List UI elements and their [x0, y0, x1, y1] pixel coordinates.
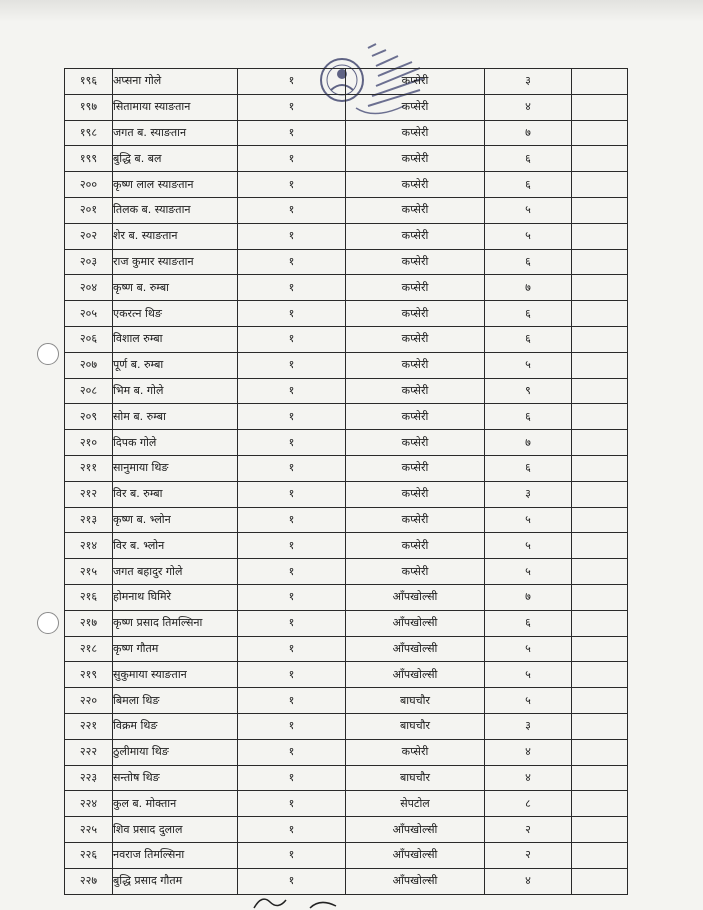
count-cell: १	[238, 817, 346, 843]
serial-number-cell: २०६	[65, 326, 113, 352]
name-cell: शेर ब. स्याङतान	[113, 223, 238, 249]
count-cell: १	[238, 378, 346, 404]
count-cell: १	[238, 610, 346, 636]
count-cell: १	[238, 481, 346, 507]
members-cell: ५	[485, 507, 572, 533]
count-cell: १	[238, 146, 346, 172]
table-row	[65, 507, 628, 533]
members-cell: २	[485, 817, 572, 843]
count-cell: १	[238, 791, 346, 817]
table-row	[65, 610, 628, 636]
remarks-cell	[572, 533, 628, 559]
members-cell: ७	[485, 120, 572, 146]
name-cell: सितामाया स्याङतान	[113, 94, 238, 120]
remarks-cell	[572, 610, 628, 636]
remarks-cell	[572, 817, 628, 843]
serial-number-cell: २०१	[65, 197, 113, 223]
serial-number-cell: २२२	[65, 739, 113, 765]
name-cell: कृष्ण लाल स्याङतान	[113, 172, 238, 198]
name-cell: होमनाथ घिमिरे	[113, 584, 238, 610]
members-cell: ६	[485, 326, 572, 352]
table-row	[65, 739, 628, 765]
place-cell: कप्सेरी	[346, 404, 485, 430]
punch-hole-upper	[37, 343, 59, 365]
name-cell: ठुलीमाया थिङ	[113, 739, 238, 765]
count-cell: १	[238, 559, 346, 585]
place-cell: कप्सेरी	[346, 352, 485, 378]
serial-number-cell: २०९	[65, 404, 113, 430]
table-row	[65, 533, 628, 559]
place-cell: आँपखोल्सी	[346, 584, 485, 610]
members-cell: ६	[485, 455, 572, 481]
count-cell: १	[238, 688, 346, 714]
table-row	[65, 172, 628, 198]
place-cell: आँपखोल्सी	[346, 610, 485, 636]
scan-edge	[0, 0, 703, 22]
serial-number-cell: १९७	[65, 94, 113, 120]
members-cell: ७	[485, 275, 572, 301]
serial-number-cell: २२३	[65, 765, 113, 791]
place-cell: कप्सेरी	[346, 326, 485, 352]
members-cell: २	[485, 842, 572, 868]
serial-number-cell: २२१	[65, 713, 113, 739]
remarks-cell	[572, 713, 628, 739]
place-cell: आँपखोल्सी	[346, 842, 485, 868]
name-cell: दिपक गोले	[113, 430, 238, 456]
serial-number-cell: २१२	[65, 481, 113, 507]
name-cell: सोम ब. रुम्बा	[113, 404, 238, 430]
place-cell: आँपखोल्सी	[346, 662, 485, 688]
count-cell: १	[238, 172, 346, 198]
place-cell: आँपखोल्सी	[346, 636, 485, 662]
remarks-cell	[572, 94, 628, 120]
remarks-cell	[572, 559, 628, 585]
table-row	[65, 275, 628, 301]
table-row	[65, 430, 628, 456]
count-cell: १	[238, 455, 346, 481]
table-row	[65, 120, 628, 146]
serial-number-cell: २१५	[65, 559, 113, 585]
count-cell: १	[238, 223, 346, 249]
name-cell: भिम ब. गोले	[113, 378, 238, 404]
serial-number-cell: २१६	[65, 584, 113, 610]
place-cell: कप्सेरी	[346, 120, 485, 146]
table-row	[65, 326, 628, 352]
remarks-cell	[572, 197, 628, 223]
name-cell: विक्रम थिङ	[113, 713, 238, 739]
name-cell: सन्तोष थिङ	[113, 765, 238, 791]
place-cell: कप्सेरी	[346, 249, 485, 275]
table-row	[65, 559, 628, 585]
count-cell: १	[238, 507, 346, 533]
place-cell: कप्सेरी	[346, 275, 485, 301]
place-cell: कप्सेरी	[346, 430, 485, 456]
place-cell: आँपखोल्सी	[346, 868, 485, 894]
name-cell: कृष्ण गौतम	[113, 636, 238, 662]
table-row	[65, 688, 628, 714]
table-row	[65, 481, 628, 507]
serial-number-cell: २२६	[65, 842, 113, 868]
table-row	[65, 249, 628, 275]
beneficiary-table	[64, 68, 628, 895]
count-cell: १	[238, 662, 346, 688]
serial-number-cell: २१९	[65, 662, 113, 688]
place-cell: कप्सेरी	[346, 69, 485, 95]
members-cell: ८	[485, 791, 572, 817]
table-row	[65, 791, 628, 817]
remarks-cell	[572, 275, 628, 301]
members-cell: ५	[485, 197, 572, 223]
serial-number-cell: २२५	[65, 817, 113, 843]
remarks-cell	[572, 636, 628, 662]
count-cell: १	[238, 275, 346, 301]
table-row	[65, 69, 628, 95]
members-cell: ६	[485, 249, 572, 275]
serial-number-cell: २०८	[65, 378, 113, 404]
members-cell: ५	[485, 688, 572, 714]
members-cell: ४	[485, 765, 572, 791]
members-cell: ५	[485, 636, 572, 662]
members-cell: ७	[485, 430, 572, 456]
members-cell: ३	[485, 69, 572, 95]
members-cell: ४	[485, 868, 572, 894]
place-cell: आँपखोल्सी	[346, 817, 485, 843]
table-row	[65, 197, 628, 223]
count-cell: १	[238, 533, 346, 559]
table-row	[65, 301, 628, 327]
place-cell: बाघचौर	[346, 688, 485, 714]
place-cell: कप्सेरी	[346, 559, 485, 585]
name-cell: सुकुमाया स्याङतान	[113, 662, 238, 688]
table-row	[65, 94, 628, 120]
members-cell: ५	[485, 533, 572, 559]
remarks-cell	[572, 404, 628, 430]
table-row	[65, 455, 628, 481]
members-cell: ५	[485, 662, 572, 688]
name-cell: कृष्ण प्रसाद तिमल्सिना	[113, 610, 238, 636]
place-cell: कप्सेरी	[346, 172, 485, 198]
count-cell: १	[238, 430, 346, 456]
name-cell: विशाल रुम्बा	[113, 326, 238, 352]
name-cell: बिमला थिङ	[113, 688, 238, 714]
name-cell: कृष्ण ब. रुम्बा	[113, 275, 238, 301]
signature-mark-icon	[240, 888, 390, 910]
count-cell: १	[238, 636, 346, 662]
remarks-cell	[572, 430, 628, 456]
place-cell: कप्सेरी	[346, 533, 485, 559]
remarks-cell	[572, 507, 628, 533]
place-cell: कप्सेरी	[346, 301, 485, 327]
place-cell: कप्सेरी	[346, 481, 485, 507]
remarks-cell	[572, 765, 628, 791]
count-cell: १	[238, 713, 346, 739]
remarks-cell	[572, 146, 628, 172]
count-cell: १	[238, 197, 346, 223]
remarks-cell	[572, 739, 628, 765]
members-cell: ५	[485, 559, 572, 585]
place-cell: कप्सेरी	[346, 94, 485, 120]
serial-number-cell: २२४	[65, 791, 113, 817]
table-row	[65, 584, 628, 610]
count-cell: १	[238, 94, 346, 120]
serial-number-cell: २०२	[65, 223, 113, 249]
members-cell: ९	[485, 378, 572, 404]
remarks-cell	[572, 842, 628, 868]
remarks-cell	[572, 791, 628, 817]
remarks-cell	[572, 688, 628, 714]
remarks-cell	[572, 352, 628, 378]
count-cell: १	[238, 765, 346, 791]
table-row	[65, 223, 628, 249]
place-cell: कप्सेरी	[346, 455, 485, 481]
name-cell: बुद्धि ब. बल	[113, 146, 238, 172]
serial-number-cell: २१८	[65, 636, 113, 662]
table-row	[65, 352, 628, 378]
members-cell: ६	[485, 610, 572, 636]
name-cell: एकरत्न थिङ	[113, 301, 238, 327]
serial-number-cell: २१०	[65, 430, 113, 456]
members-cell: ६	[485, 404, 572, 430]
count-cell: १	[238, 326, 346, 352]
place-cell: कप्सेरी	[346, 507, 485, 533]
name-cell: कृष्ण ब. भ्लोन	[113, 507, 238, 533]
count-cell: १	[238, 404, 346, 430]
remarks-cell	[572, 455, 628, 481]
remarks-cell	[572, 481, 628, 507]
place-cell: कप्सेरी	[346, 378, 485, 404]
count-cell: १	[238, 301, 346, 327]
table-row	[65, 842, 628, 868]
remarks-cell	[572, 249, 628, 275]
members-cell: ३	[485, 713, 572, 739]
serial-number-cell: २०३	[65, 249, 113, 275]
table-body	[65, 69, 628, 895]
name-cell: विर ब. रुम्बा	[113, 481, 238, 507]
serial-number-cell: २००	[65, 172, 113, 198]
remarks-cell	[572, 326, 628, 352]
serial-number-cell: १९६	[65, 69, 113, 95]
name-cell: शिव प्रसाद दुलाल	[113, 817, 238, 843]
name-cell: तिलक ब. स्याङतान	[113, 197, 238, 223]
remarks-cell	[572, 662, 628, 688]
count-cell: १	[238, 249, 346, 275]
table-row	[65, 662, 628, 688]
place-cell: कप्सेरी	[346, 146, 485, 172]
count-cell: १	[238, 120, 346, 146]
table-row	[65, 378, 628, 404]
name-cell: कुल ब. मोक्तान	[113, 791, 238, 817]
serial-number-cell: २०५	[65, 301, 113, 327]
table-row	[65, 146, 628, 172]
name-cell: बुद्धि प्रसाद गौतम	[113, 868, 238, 894]
serial-number-cell: २१४	[65, 533, 113, 559]
count-cell: १	[238, 352, 346, 378]
serial-number-cell: २२०	[65, 688, 113, 714]
count-cell: १	[238, 868, 346, 894]
name-cell: अप्सना गोले	[113, 69, 238, 95]
members-cell: ४	[485, 94, 572, 120]
serial-number-cell: २०४	[65, 275, 113, 301]
place-cell: बाघचौर	[346, 713, 485, 739]
place-cell: कप्सेरी	[346, 223, 485, 249]
place-cell: सेपटोल	[346, 791, 485, 817]
serial-number-cell: १९९	[65, 146, 113, 172]
name-cell: सानुमाया थिङ	[113, 455, 238, 481]
serial-number-cell: १९८	[65, 120, 113, 146]
serial-number-cell: २२७	[65, 868, 113, 894]
serial-number-cell: २०७	[65, 352, 113, 378]
serial-number-cell: २१७	[65, 610, 113, 636]
punch-hole-lower	[37, 612, 59, 634]
name-cell: पूर्ण ब. रुम्बा	[113, 352, 238, 378]
remarks-cell	[572, 223, 628, 249]
table-row	[65, 765, 628, 791]
place-cell: कप्सेरी	[346, 739, 485, 765]
remarks-cell	[572, 120, 628, 146]
name-cell: जगत बहादुर गोले	[113, 559, 238, 585]
members-cell: ४	[485, 739, 572, 765]
members-cell: ५	[485, 352, 572, 378]
count-cell: १	[238, 739, 346, 765]
table-row	[65, 817, 628, 843]
table-row	[65, 404, 628, 430]
name-cell: नवराज तिमल्सिना	[113, 842, 238, 868]
remarks-cell	[572, 868, 628, 894]
members-cell: ५	[485, 223, 572, 249]
serial-number-cell: २१३	[65, 507, 113, 533]
count-cell: १	[238, 842, 346, 868]
members-cell: ६	[485, 172, 572, 198]
table-row	[65, 636, 628, 662]
remarks-cell	[572, 301, 628, 327]
count-cell: १	[238, 69, 346, 95]
members-cell: ३	[485, 481, 572, 507]
members-cell: ७	[485, 584, 572, 610]
count-cell: १	[238, 584, 346, 610]
remarks-cell	[572, 378, 628, 404]
place-cell: बाघचौर	[346, 765, 485, 791]
serial-number-cell: २११	[65, 455, 113, 481]
members-cell: ६	[485, 146, 572, 172]
remarks-cell	[572, 172, 628, 198]
name-cell: जगत ब. स्याङतान	[113, 120, 238, 146]
remarks-cell	[572, 584, 628, 610]
remarks-cell	[572, 69, 628, 95]
members-cell: ६	[485, 301, 572, 327]
name-cell: विर ब. भ्लोन	[113, 533, 238, 559]
table-row	[65, 713, 628, 739]
place-cell: कप्सेरी	[346, 197, 485, 223]
name-cell: राज कुमार स्याङतान	[113, 249, 238, 275]
